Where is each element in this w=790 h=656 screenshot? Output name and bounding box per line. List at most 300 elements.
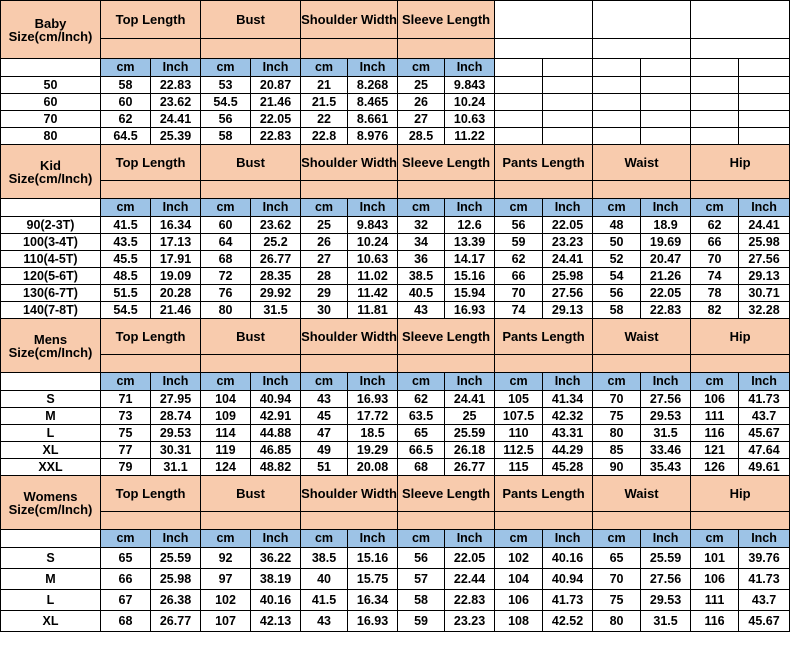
spacer-row — [1, 39, 790, 59]
table-row — [1, 391, 790, 408]
measurement-cell: 102 — [201, 590, 251, 611]
empty-cell — [495, 77, 543, 94]
spacer-cell — [495, 39, 593, 59]
measurement-cell: 41.5 — [301, 590, 348, 611]
size-label: XL — [1, 442, 101, 459]
measurement-cell: 8.268 — [348, 77, 398, 94]
measurement-cell: 31.5 — [641, 611, 691, 632]
measurement-cell: 28 — [301, 268, 348, 285]
measurement-cell: 64 — [201, 234, 251, 251]
unit-cm-label: cm — [101, 373, 151, 391]
measurement-cell: 41.34 — [543, 391, 593, 408]
measurement-cell: 111 — [691, 590, 739, 611]
measurement-cell: 48.82 — [251, 459, 301, 476]
size-label: 70 — [1, 111, 101, 128]
column-header: Top Length — [101, 145, 201, 181]
measurement-cell: 43 — [301, 611, 348, 632]
empty-cell — [593, 128, 641, 145]
unit-cm-label: cm — [101, 530, 151, 548]
unit-cm-label: cm — [101, 199, 151, 217]
measurement-cell: 8.661 — [348, 111, 398, 128]
measurement-cell: 70 — [593, 569, 641, 590]
spacer-cell — [301, 512, 398, 530]
measurement-cell: 21 — [301, 77, 348, 94]
measurement-cell: 22.05 — [251, 111, 301, 128]
size-label: 90(2-3T) — [1, 217, 101, 234]
measurement-cell: 46.85 — [251, 442, 301, 459]
empty-cell — [691, 59, 739, 77]
measurement-cell: 36.22 — [251, 548, 301, 569]
size-label: 50 — [1, 77, 101, 94]
size-label: M — [1, 408, 101, 425]
unit-row — [1, 199, 790, 217]
unit-row — [1, 373, 790, 391]
empty-cell — [691, 77, 739, 94]
measurement-cell: 9.843 — [348, 217, 398, 234]
measurement-cell: 42.52 — [543, 611, 593, 632]
unit-inch-label: Inch — [641, 199, 691, 217]
measurement-cell: 32.28 — [739, 302, 790, 319]
unit-inch-label: Inch — [739, 199, 790, 217]
column-header: Sleeve Length — [398, 1, 495, 39]
measurement-cell: 40 — [301, 569, 348, 590]
measurement-cell: 21.46 — [251, 94, 301, 111]
spacer-cell — [398, 181, 495, 199]
column-header: Hip — [691, 476, 790, 512]
measurement-cell: 63.5 — [398, 408, 445, 425]
unit-cm-label: cm — [301, 59, 348, 77]
unit-cm-label: cm — [495, 373, 543, 391]
measurement-cell: 106 — [691, 569, 739, 590]
size-label: S — [1, 548, 101, 569]
empty-cell — [495, 111, 543, 128]
spacer-cell — [593, 512, 691, 530]
unit-cm-label: cm — [398, 373, 445, 391]
measurement-cell: 15.75 — [348, 569, 398, 590]
measurement-cell: 56 — [201, 111, 251, 128]
measurement-cell: 21.5 — [301, 94, 348, 111]
measurement-cell: 16.93 — [445, 302, 495, 319]
measurement-cell: 12.6 — [445, 217, 495, 234]
measurement-cell: 48 — [593, 217, 641, 234]
measurement-cell: 38.19 — [251, 569, 301, 590]
measurement-cell: 29.53 — [151, 425, 201, 442]
measurement-cell: 58 — [593, 302, 641, 319]
measurement-cell: 71 — [101, 391, 151, 408]
measurement-cell: 22.05 — [445, 548, 495, 569]
measurement-cell: 24.41 — [445, 391, 495, 408]
measurement-cell: 72 — [201, 268, 251, 285]
table-row — [1, 268, 790, 285]
measurement-cell: 25.98 — [739, 234, 790, 251]
measurement-cell: 10.63 — [348, 251, 398, 268]
measurement-cell: 116 — [691, 611, 739, 632]
measurement-cell: 17.91 — [151, 251, 201, 268]
empty-cell — [1, 373, 101, 391]
size-label: 110(4-5T) — [1, 251, 101, 268]
measurement-cell: 65 — [101, 548, 151, 569]
measurement-cell: 16.34 — [348, 590, 398, 611]
measurement-cell: 78 — [691, 285, 739, 302]
measurement-cell: 51 — [301, 459, 348, 476]
measurement-cell: 31.5 — [251, 302, 301, 319]
column-header: Shoulder Width — [301, 476, 398, 512]
measurement-cell: 27.56 — [641, 391, 691, 408]
measurement-cell: 15.16 — [348, 548, 398, 569]
measurement-cell: 27 — [301, 251, 348, 268]
measurement-cell: 43.31 — [543, 425, 593, 442]
measurement-cell: 30.71 — [739, 285, 790, 302]
unit-row — [1, 59, 790, 77]
unit-inch-label: Inch — [543, 199, 593, 217]
measurement-cell: 22.83 — [151, 77, 201, 94]
measurement-cell: 108 — [495, 611, 543, 632]
measurement-cell: 23.62 — [151, 94, 201, 111]
measurement-cell: 35.43 — [641, 459, 691, 476]
measurement-cell: 65 — [593, 548, 641, 569]
measurement-cell: 36 — [398, 251, 445, 268]
spacer-cell — [691, 181, 790, 199]
measurement-cell: 62 — [398, 391, 445, 408]
measurement-cell: 43 — [398, 302, 445, 319]
column-header: Waist — [593, 145, 691, 181]
measurement-cell: 14.17 — [445, 251, 495, 268]
measurement-cell: 25.59 — [151, 548, 201, 569]
table-row — [1, 285, 790, 302]
measurement-cell: 40.94 — [543, 569, 593, 590]
measurement-cell: 110 — [495, 425, 543, 442]
measurement-cell: 115 — [495, 459, 543, 476]
measurement-cell: 27.95 — [151, 391, 201, 408]
measurement-cell: 40.16 — [251, 590, 301, 611]
empty-cell — [593, 59, 641, 77]
measurement-cell: 17.72 — [348, 408, 398, 425]
measurement-cell: 92 — [201, 548, 251, 569]
section-header-row — [1, 476, 790, 512]
unit-cm-label: cm — [201, 530, 251, 548]
measurement-cell: 22.83 — [445, 590, 495, 611]
measurement-cell: 43.5 — [101, 234, 151, 251]
measurement-cell: 41.73 — [739, 391, 790, 408]
measurement-cell: 31.1 — [151, 459, 201, 476]
empty-cell — [739, 128, 790, 145]
measurement-cell: 30.31 — [151, 442, 201, 459]
unit-cm-label: cm — [101, 59, 151, 77]
spacer-cell — [201, 355, 301, 373]
spacer-cell — [398, 512, 495, 530]
measurement-cell: 121 — [691, 442, 739, 459]
measurement-cell: 111 — [691, 408, 739, 425]
table-row — [1, 111, 790, 128]
measurement-cell: 21.46 — [151, 302, 201, 319]
measurement-cell: 70 — [495, 285, 543, 302]
measurement-cell: 31.5 — [641, 425, 691, 442]
measurement-cell: 66 — [691, 234, 739, 251]
unit-inch-label: Inch — [151, 373, 201, 391]
empty-cell — [691, 128, 739, 145]
spacer-row — [1, 181, 790, 199]
column-header: Top Length — [101, 476, 201, 512]
size-label: XL — [1, 611, 101, 632]
section-header-row — [1, 1, 790, 39]
measurement-cell: 20.28 — [151, 285, 201, 302]
column-header: Bust — [201, 319, 301, 355]
measurement-cell: 26.38 — [151, 590, 201, 611]
empty-cell — [641, 128, 691, 145]
measurement-cell: 43 — [301, 391, 348, 408]
measurement-cell: 109 — [201, 408, 251, 425]
table-row — [1, 77, 790, 94]
spacer-cell — [495, 355, 593, 373]
empty-cell — [641, 111, 691, 128]
unit-inch-label: Inch — [251, 373, 301, 391]
measurement-cell: 29.13 — [739, 268, 790, 285]
empty-cell — [543, 77, 593, 94]
measurement-cell: 51.5 — [101, 285, 151, 302]
column-header: Pants Length — [495, 319, 593, 355]
measurement-cell: 76 — [201, 285, 251, 302]
measurement-cell: 27 — [398, 111, 445, 128]
measurement-cell: 23.23 — [543, 234, 593, 251]
spacer-cell — [201, 181, 301, 199]
measurement-cell: 16.93 — [348, 611, 398, 632]
measurement-cell: 23.23 — [445, 611, 495, 632]
measurement-cell: 22.8 — [301, 128, 348, 145]
unit-cm-label: cm — [593, 530, 641, 548]
spacer-cell — [398, 39, 495, 59]
empty-cell — [1, 199, 101, 217]
measurement-cell: 24.41 — [151, 111, 201, 128]
spacer-cell — [691, 512, 790, 530]
measurement-cell: 114 — [201, 425, 251, 442]
size-label: M — [1, 569, 101, 590]
measurement-cell: 26.77 — [445, 459, 495, 476]
measurement-cell: 27.56 — [641, 569, 691, 590]
measurement-cell: 75 — [593, 408, 641, 425]
measurement-cell: 8.465 — [348, 94, 398, 111]
measurement-cell: 24.41 — [543, 251, 593, 268]
empty-cell — [641, 59, 691, 77]
measurement-cell: 43.7 — [739, 408, 790, 425]
spacer-cell — [101, 181, 201, 199]
measurement-cell: 25 — [301, 217, 348, 234]
size-label: 80 — [1, 128, 101, 145]
measurement-cell: 75 — [101, 425, 151, 442]
spacer-cell — [101, 39, 201, 59]
size-label: 130(6-7T) — [1, 285, 101, 302]
unit-inch-label: Inch — [251, 59, 301, 77]
table-row — [1, 548, 790, 569]
measurement-cell: 11.02 — [348, 268, 398, 285]
measurement-cell: 26.77 — [251, 251, 301, 268]
table-row — [1, 94, 790, 111]
measurement-cell: 38.5 — [398, 268, 445, 285]
measurement-cell: 45.5 — [101, 251, 151, 268]
measurement-cell: 44.29 — [543, 442, 593, 459]
size-label: S — [1, 391, 101, 408]
measurement-cell: 45.67 — [739, 611, 790, 632]
measurement-cell: 25.98 — [543, 268, 593, 285]
measurement-cell: 10.24 — [445, 94, 495, 111]
unit-cm-label: cm — [691, 373, 739, 391]
measurement-cell: 8.976 — [348, 128, 398, 145]
measurement-cell: 32 — [398, 217, 445, 234]
measurement-cell: 90 — [593, 459, 641, 476]
measurement-cell: 66 — [495, 268, 543, 285]
measurement-cell: 67 — [101, 590, 151, 611]
column-header: Sleeve Length — [398, 319, 495, 355]
measurement-cell: 54 — [593, 268, 641, 285]
unit-cm-label: cm — [201, 199, 251, 217]
measurement-cell: 49.61 — [739, 459, 790, 476]
unit-row — [1, 530, 790, 548]
measurement-cell: 47.64 — [739, 442, 790, 459]
measurement-cell: 77 — [101, 442, 151, 459]
measurement-cell: 59 — [398, 611, 445, 632]
size-label: 140(7-8T) — [1, 302, 101, 319]
measurement-cell: 15.94 — [445, 285, 495, 302]
measurement-cell: 34 — [398, 234, 445, 251]
table-row — [1, 569, 790, 590]
column-header: Shoulder Width — [301, 1, 398, 39]
measurement-cell: 16.34 — [151, 217, 201, 234]
measurement-cell: 60 — [101, 94, 151, 111]
measurement-cell: 58 — [101, 77, 151, 94]
measurement-cell: 47 — [301, 425, 348, 442]
measurement-cell: 73 — [101, 408, 151, 425]
spacer-cell — [201, 512, 301, 530]
measurement-cell: 13.39 — [445, 234, 495, 251]
measurement-cell: 54.5 — [101, 302, 151, 319]
measurement-cell: 11.81 — [348, 302, 398, 319]
measurement-cell: 19.69 — [641, 234, 691, 251]
measurement-cell: 107.5 — [495, 408, 543, 425]
measurement-cell: 45 — [301, 408, 348, 425]
unit-cm-label: cm — [593, 199, 641, 217]
unit-inch-label: Inch — [348, 530, 398, 548]
spacer-cell — [101, 512, 201, 530]
measurement-cell: 74 — [495, 302, 543, 319]
column-header: Top Length — [101, 1, 201, 39]
measurement-cell: 124 — [201, 459, 251, 476]
unit-cm-label: cm — [301, 373, 348, 391]
spacer-cell — [101, 355, 201, 373]
spacer-cell — [495, 512, 593, 530]
measurement-cell: 54.5 — [201, 94, 251, 111]
empty-cell — [593, 94, 641, 111]
measurement-cell: 22 — [301, 111, 348, 128]
measurement-cell: 23.62 — [251, 217, 301, 234]
size-label: L — [1, 425, 101, 442]
measurement-cell: 104 — [201, 391, 251, 408]
measurement-cell: 28.35 — [251, 268, 301, 285]
unit-cm-label: cm — [495, 199, 543, 217]
column-header: Bust — [201, 145, 301, 181]
measurement-cell: 9.843 — [445, 77, 495, 94]
measurement-cell: 58 — [398, 590, 445, 611]
unit-cm-label: cm — [398, 59, 445, 77]
column-header: Sleeve Length — [398, 476, 495, 512]
column-header: Top Length — [101, 319, 201, 355]
measurement-cell: 52 — [593, 251, 641, 268]
unit-cm-label: cm — [301, 199, 348, 217]
unit-inch-label: Inch — [151, 199, 201, 217]
column-header: Shoulder Width — [301, 145, 398, 181]
measurement-cell: 20.08 — [348, 459, 398, 476]
measurement-cell: 22.83 — [641, 302, 691, 319]
measurement-cell: 27.56 — [739, 251, 790, 268]
measurement-cell: 44.88 — [251, 425, 301, 442]
measurement-cell: 19.29 — [348, 442, 398, 459]
measurement-cell: 50 — [593, 234, 641, 251]
table-row — [1, 459, 790, 476]
table-row — [1, 590, 790, 611]
measurement-cell: 27.56 — [543, 285, 593, 302]
measurement-cell: 26 — [398, 94, 445, 111]
measurement-cell: 25.39 — [151, 128, 201, 145]
unit-inch-label: Inch — [445, 373, 495, 391]
measurement-cell: 42.32 — [543, 408, 593, 425]
spacer-cell — [398, 355, 495, 373]
column-header: Pants Length — [495, 145, 593, 181]
measurement-cell: 45.67 — [739, 425, 790, 442]
unit-cm-label: cm — [495, 530, 543, 548]
column-header: Hip — [691, 319, 790, 355]
measurement-cell: 48.5 — [101, 268, 151, 285]
measurement-cell: 25.98 — [151, 569, 201, 590]
measurement-cell: 68 — [101, 611, 151, 632]
measurement-cell: 21.26 — [641, 268, 691, 285]
spacer-cell — [593, 39, 691, 59]
empty-cell — [543, 59, 593, 77]
table-row — [1, 302, 790, 319]
measurement-cell: 85 — [593, 442, 641, 459]
measurement-cell: 42.13 — [251, 611, 301, 632]
column-header: Bust — [201, 1, 301, 39]
measurement-cell: 40.16 — [543, 548, 593, 569]
measurement-cell: 102 — [495, 548, 543, 569]
unit-inch-label: Inch — [445, 199, 495, 217]
size-label: 120(5-6T) — [1, 268, 101, 285]
measurement-cell: 65 — [398, 425, 445, 442]
unit-inch-label: Inch — [348, 373, 398, 391]
measurement-cell: 28.5 — [398, 128, 445, 145]
column-header: Pants Length — [495, 476, 593, 512]
empty-cell — [739, 111, 790, 128]
measurement-cell: 18.9 — [641, 217, 691, 234]
column-header: Shoulder Width — [301, 319, 398, 355]
unit-cm-label: cm — [201, 373, 251, 391]
measurement-cell: 97 — [201, 569, 251, 590]
unit-cm-label: cm — [398, 199, 445, 217]
measurement-cell: 66 — [101, 569, 151, 590]
section-title: Mens Size(cm/Inch) — [1, 319, 101, 373]
measurement-cell: 18.5 — [348, 425, 398, 442]
measurement-cell: 26 — [301, 234, 348, 251]
table-row — [1, 442, 790, 459]
measurement-cell: 64.5 — [101, 128, 151, 145]
spacer-cell — [301, 355, 398, 373]
empty-cell — [593, 111, 641, 128]
measurement-cell: 106 — [691, 391, 739, 408]
spacer-cell — [495, 181, 593, 199]
measurement-cell: 107 — [201, 611, 251, 632]
unit-cm-label: cm — [691, 530, 739, 548]
unit-inch-label: Inch — [739, 373, 790, 391]
empty-cell — [495, 94, 543, 111]
measurement-cell: 66.5 — [398, 442, 445, 459]
measurement-cell: 11.22 — [445, 128, 495, 145]
